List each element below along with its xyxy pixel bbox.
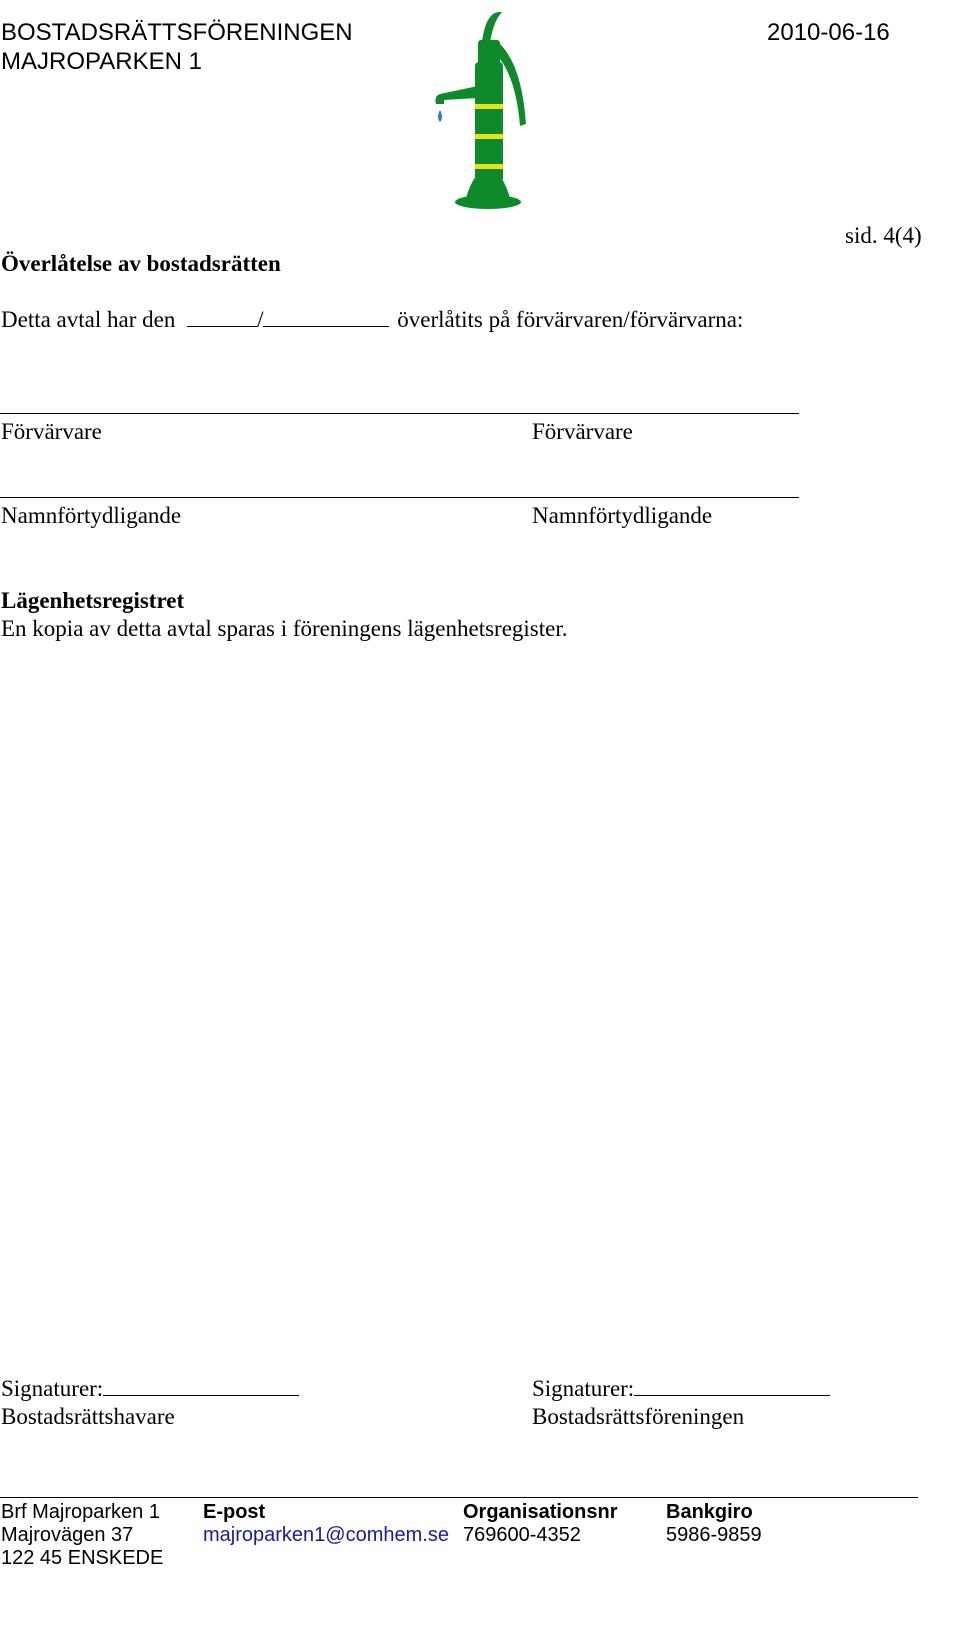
footer-org-number-label: Organisationsnr (463, 1501, 618, 1523)
org-name-line2: MAJROPARKEN 1 (1, 48, 202, 75)
footer-bankgiro-label: Bankgiro (666, 1501, 753, 1523)
footer-email-link[interactable]: majroparken1@comhem.se (203, 1524, 449, 1546)
org-name-line1: BOSTADSRÄTTSFÖRENINGEN (1, 19, 353, 46)
agreement-prefix: Detta avtal har den (1, 307, 176, 332)
agreement-line (1, 306, 743, 334)
name-clarification-line[interactable] (0, 497, 799, 498)
page-number: sid. 4(4) (845, 223, 922, 248)
initials-right (532, 1375, 830, 1403)
initials-left-field[interactable] (103, 1375, 299, 1396)
initials-left-label: Signaturer: (1, 1376, 104, 1401)
footer-bankgiro-number: 5986-9859 (666, 1524, 762, 1546)
initials-left-role: Bostadsrättshavare (1, 1404, 175, 1429)
initials-right-label: Signaturer: (532, 1376, 635, 1401)
footer-divider (0, 1497, 918, 1498)
register-text: En kopia av detta avtal sparas i föreningens lägenhetsregister. (1, 616, 568, 641)
register-title: Lägenhetsregistret (1, 588, 185, 613)
footer-street: Majrovägen 37 (1, 1524, 134, 1546)
buyer-signature-line[interactable] (0, 413, 799, 414)
agreement-suffix: överlåtits på förvärvaren/förvärvarna: (397, 307, 744, 332)
initials-right-field[interactable] (634, 1375, 830, 1396)
name-clarification-left: Namnförtydligande (1, 503, 182, 528)
buyer-label-left: Förvärvare (1, 419, 102, 444)
date-separator: / (257, 307, 264, 332)
document-date: 2010-06-16 (767, 19, 890, 46)
footer-email-label: E-post (203, 1501, 266, 1523)
day-field[interactable] (187, 306, 257, 327)
footer-org-name: Brf Majroparken 1 (1, 1501, 160, 1523)
name-clarification-right: Namnförtydligande (532, 503, 713, 528)
initials-left (1, 1375, 299, 1403)
section-title: Överlåtelse av bostadsrätten (1, 251, 281, 276)
footer-org-number: 769600-4352 (463, 1524, 581, 1546)
month-field[interactable] (263, 306, 389, 327)
initials-right-role: Bostadsrättsföreningen (532, 1404, 745, 1429)
buyer-label-right: Förvärvare (532, 419, 633, 444)
footer-postal: 122 45 ENSKEDE (1, 1547, 164, 1569)
water-pump-icon (430, 6, 530, 210)
